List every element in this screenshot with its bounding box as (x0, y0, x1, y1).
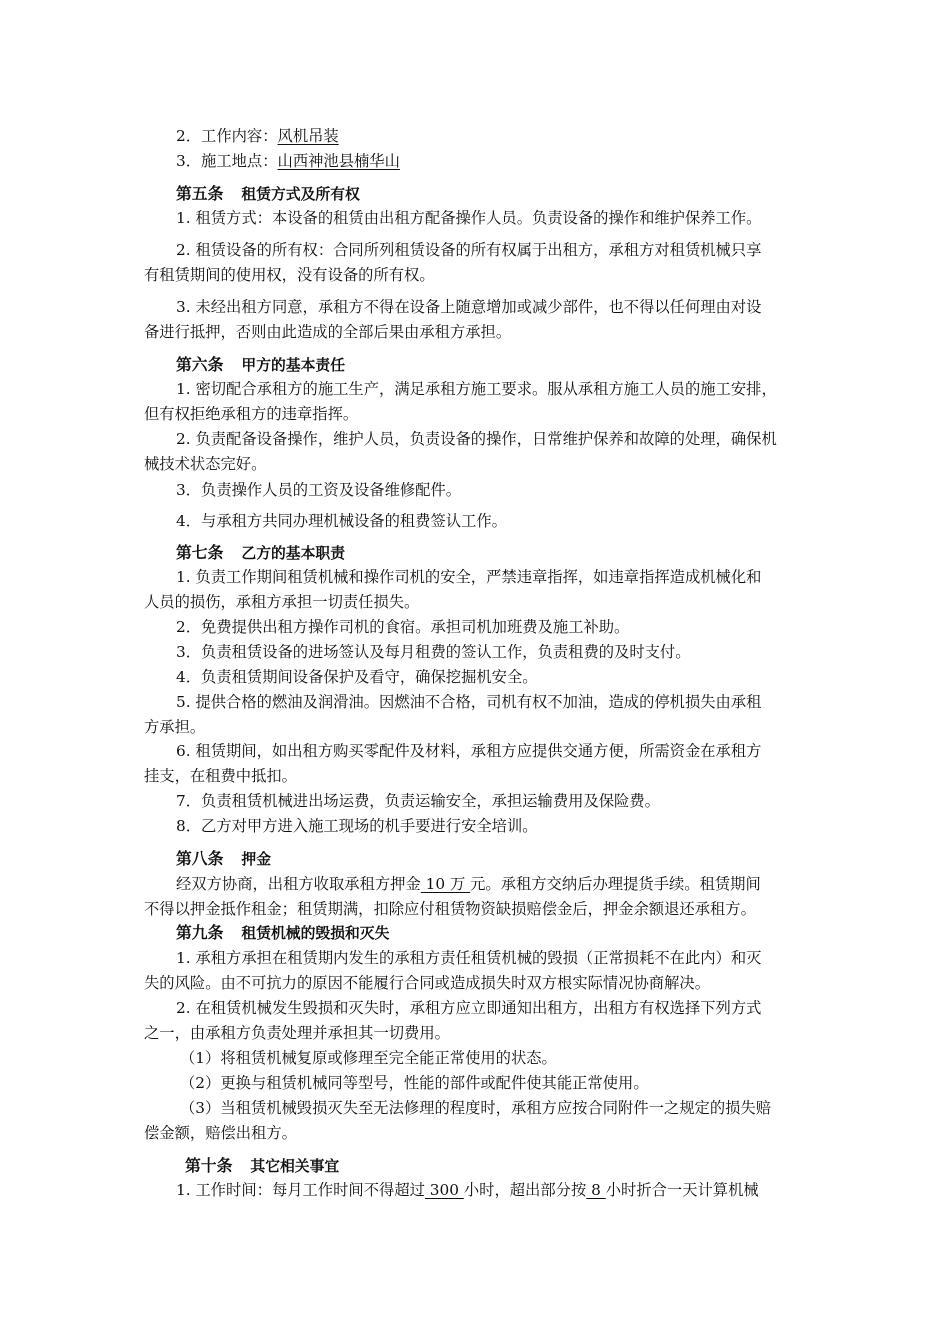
paragraph-line: 2. 负责配备设备操作，维护人员，负责设备的操作，日常维护保养和故障的处理，确保机 (176, 430, 777, 448)
article-9-heading (176, 923, 812, 944)
paragraph-line: 械技术状态完好。 (144, 455, 267, 473)
paragraph-line: 3. 未经出租方同意，承租方不得在设备上随意增加或减少部件，也不得以任何理由对设 (176, 298, 762, 316)
article-number: 第十条 (185, 1156, 233, 1175)
article-title: 甲方的基本责任 (241, 357, 345, 374)
paragraph-line: （3）当租赁机械毁损灭失至无法修理的程度时，承租方应按合同附件一之规定的损失赔 (180, 1099, 772, 1117)
monthly-hours-limit: 300 (424, 1181, 464, 1199)
paragraph-line: 2. 租赁设备的所有权：合同所列租赁设备的所有权属于出租方，承租方对租赁机械只享 (176, 241, 762, 259)
paragraph-line: 备进行抵押，否则由此造成的全部后果由承租方承担。 (144, 323, 512, 341)
paragraph-line: 8．乙方对甲方进入施工现场的机手要进行安全培训。 (176, 817, 538, 835)
article-number: 第七条 (176, 543, 224, 562)
paragraph-line: 不得以押金抵作租金；租赁期满，扣除应付租赁物资缺损赔偿金后，押金余额退还承租方。 (144, 900, 756, 918)
paragraph-line: 方承担。 (144, 718, 206, 736)
paragraph-line: 3．负责操作人员的工资及设备维修配件。 (176, 481, 462, 499)
paragraph-line: 失的风险。由不可抗力的原因不能履行合同或造成损失时双方根实际情况协商解决。 (144, 974, 710, 992)
article-7-heading (176, 543, 812, 564)
paragraph-line: 1. 承租方承担在租赁期内发生的承租方责任租赁机械的毁损（正常损耗不在此内）和灭 (176, 949, 762, 967)
article-title: 乙方的基本职责 (241, 545, 345, 562)
article-title: 租赁机械的毁损和灭失 (241, 925, 390, 942)
article-6-heading (176, 355, 812, 376)
paragraph-line: 但有权拒绝承租方的违章指挥。 (144, 405, 359, 423)
article-8-heading (176, 849, 812, 870)
hours-per-day: 8 (586, 1181, 606, 1199)
deposit-line (176, 874, 812, 894)
article-title: 租赁方式及所有权 (241, 186, 360, 203)
paragraph-line: 3．负责租赁设备的进场签认及每月租费的签认工作，负责租费的及时支付。 (176, 643, 691, 661)
paragraph-line: 4．负责租赁期间设备保护及看守，确保挖掘机安全。 (176, 668, 538, 686)
paragraph-line: 人员的损伤，承租方承担一切责任损失。 (144, 593, 420, 611)
paragraph-line: 挂支，在租费中抵扣。 (144, 767, 297, 785)
paragraph-line: 6. 租赁期间，如出租方购买零配件及材料，承租方应提供交通方便，所需资金在承租方 (176, 742, 762, 760)
work-location-value: 山西神池县楠华山 (277, 152, 400, 170)
label: 2．工作内容： (176, 127, 278, 145)
paragraph-line: 偿金额，赔偿出租方。 (144, 1124, 297, 1142)
article-10-heading (185, 1156, 812, 1177)
paragraph-line: 1. 密切配合承租方的施工生产，满足承租方施工要求。服从承租方施工人员的施工安排， (176, 380, 777, 398)
text: 小时，超出部分按 (463, 1181, 587, 1199)
work-time-line (176, 1180, 812, 1200)
article-number: 第九条 (176, 923, 224, 942)
article-title: 其它相关事宜 (250, 1158, 340, 1175)
work-location-line (176, 151, 812, 171)
article-title: 押金 (241, 851, 272, 868)
paragraph-line: 之一，由承租方负责处理并承担其一切费用。 (144, 1024, 450, 1042)
paragraph-line: 7．负责租赁机械进出场运费，负责运输安全，承担运输费用及保险费。 (176, 792, 660, 810)
work-content-line (176, 126, 812, 146)
paragraph-line: （2）更换与租赁机械同等型号，性能的部件或配件使其能正常使用。 (180, 1074, 649, 1092)
paragraph-line: 5. 提供合格的燃油及润滑油。因燃油不合格，司机有权不加油，造成的停机损失由承租 (176, 693, 762, 711)
paragraph-line: （1）将租赁机械复原或修理至完全能正常使用的状态。 (180, 1049, 557, 1067)
text: 小时折合一天计算机械 (605, 1181, 759, 1199)
paragraph-line: 1. 租赁方式：本设备的租赁由出租方配备操作人员。负责设备的操作和维护保养工作。 (176, 209, 762, 227)
text: 元。承租方交纳后办理提货手续。租赁期间 (470, 875, 761, 893)
label: 3．施工地点： (176, 152, 278, 170)
article-number: 第五条 (176, 184, 224, 203)
paragraph-line: 1. 负责工作期间租赁机械和操作司机的安全，严禁违章指挥，如违章指挥造成机械化和 (176, 568, 762, 586)
article-5-heading (176, 184, 812, 205)
text: 经双方协商，出租方收取承租方押金 (176, 875, 421, 893)
work-content-value: 风机吊装 (277, 127, 339, 145)
paragraph-line: 4．与承租方共同办理机械设备的租费签认工作。 (176, 512, 507, 530)
article-number: 第八条 (176, 849, 224, 868)
text: 1. 工作时间：每月工作时间不得超过 (176, 1181, 425, 1199)
paragraph-line: 2．免费提供出租方操作司机的食宿。承担司机加班费及施工补助。 (176, 618, 630, 636)
article-number: 第六条 (176, 355, 224, 374)
paragraph-line: 有租赁期间的使用权，没有设备的所有权。 (144, 266, 435, 284)
paragraph-line: 2. 在租赁机械发生毁损和灭失时，承租方应立即通知出租方，出租方有权选择下列方式 (176, 999, 762, 1017)
deposit-amount: 10 万 (420, 875, 471, 893)
